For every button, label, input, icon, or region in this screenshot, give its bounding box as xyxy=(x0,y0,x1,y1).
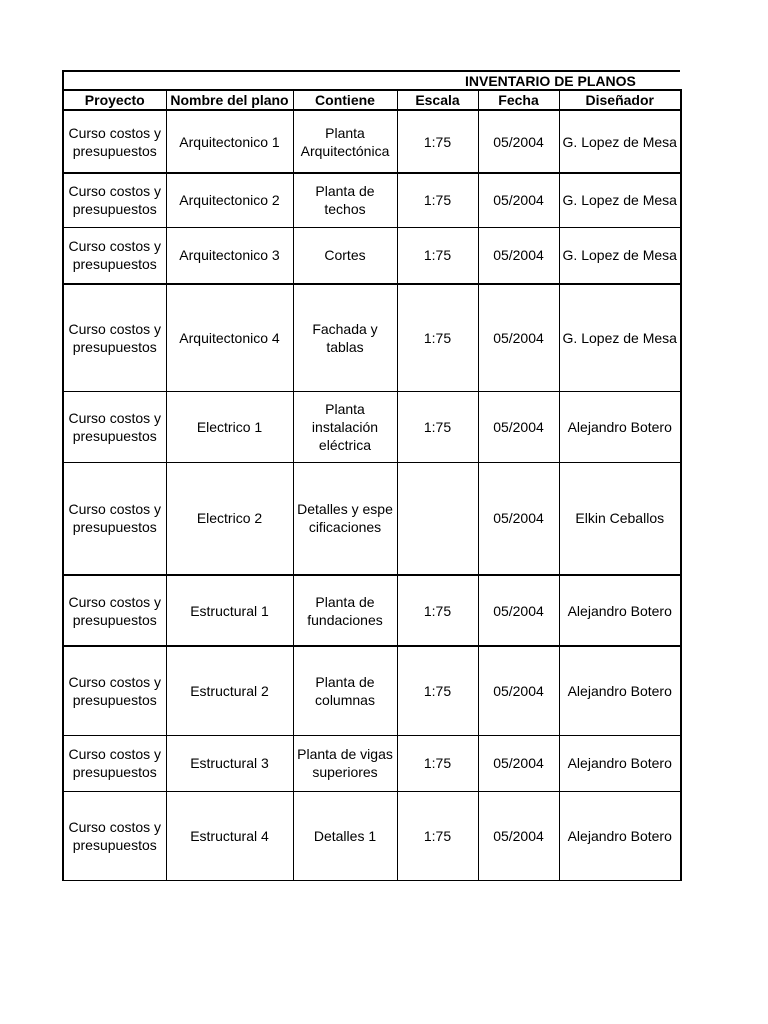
cell-escala: 1:75 xyxy=(397,735,478,791)
table-row xyxy=(63,391,681,462)
cell-proyecto: Curso costos y presupuestos xyxy=(63,391,166,462)
cell-fecha: 05/2004 xyxy=(478,110,559,173)
cell-nombre: Electrico 1 xyxy=(166,391,293,462)
cell-contiene: Fachada y tablas xyxy=(293,284,397,391)
cell-contiene: Planta Arquitectónica xyxy=(293,110,397,173)
spreadsheet-sheet xyxy=(62,70,680,881)
cell-proyecto: Curso costos y presupuestos xyxy=(63,735,166,791)
cell-escala xyxy=(397,462,478,575)
header-row xyxy=(63,90,681,110)
cell-nombre: Estructural 1 xyxy=(166,575,293,646)
table-row xyxy=(63,735,681,791)
cell-disenador: Alejandro Botero xyxy=(559,575,681,646)
cell-disenador: Alejandro Botero xyxy=(559,646,681,735)
cell-disenador: G. Lopez de Mesa xyxy=(559,284,681,391)
cell-contiene: Planta de columnas xyxy=(293,646,397,735)
cell-fecha: 05/2004 xyxy=(478,284,559,391)
cell-contiene: Detalles y especificaciones xyxy=(293,462,397,575)
cell-nombre: Estructural 3 xyxy=(166,735,293,791)
cell-proyecto: Curso costos y presupuestos xyxy=(63,646,166,735)
cell-disenador: G. Lopez de Mesa xyxy=(559,110,681,173)
sheet-title: INVENTARIO DE PLANOS xyxy=(465,73,636,89)
cell-nombre: Arquitectonico 2 xyxy=(166,173,293,227)
cell-fecha: 05/2004 xyxy=(478,735,559,791)
cell-disenador: Alejandro Botero xyxy=(559,391,681,462)
cell-fecha: 05/2004 xyxy=(478,791,559,880)
cell-proyecto: Curso costos y presupuestos xyxy=(63,284,166,391)
cell-contiene: Planta de vigas superiores xyxy=(293,735,397,791)
cell-escala: 1:75 xyxy=(397,284,478,391)
cell-nombre: Electrico 2 xyxy=(166,462,293,575)
cell-nombre: Arquitectonico 3 xyxy=(166,227,293,284)
cell-contiene: Cortes xyxy=(293,227,397,284)
cell-contiene: Planta de fundaciones xyxy=(293,575,397,646)
header-nombre-del-plano: Nombre del plano xyxy=(166,90,293,110)
title-row xyxy=(62,70,680,89)
cell-nombre: Arquitectonico 4 xyxy=(166,284,293,391)
cell-disenador: G. Lopez de Mesa xyxy=(559,173,681,227)
cell-escala: 1:75 xyxy=(397,575,478,646)
cell-nombre: Estructural 4 xyxy=(166,791,293,880)
table-row xyxy=(63,575,681,646)
cell-contiene: Planta instalación eléctrica xyxy=(293,391,397,462)
plans-table xyxy=(62,89,682,881)
cell-escala: 1:75 xyxy=(397,110,478,173)
cell-nombre: Estructural 2 xyxy=(166,646,293,735)
cell-nombre: Arquitectonico 1 xyxy=(166,110,293,173)
table-row xyxy=(63,791,681,880)
cell-escala: 1:75 xyxy=(397,227,478,284)
cell-disenador: Elkin Ceballos xyxy=(559,462,681,575)
cell-contiene: Planta de techos xyxy=(293,173,397,227)
cell-disenador: Alejandro Botero xyxy=(559,735,681,791)
cell-proyecto: Curso costos y presupuestos xyxy=(63,110,166,173)
cell-fecha: 05/2004 xyxy=(478,646,559,735)
cell-contiene: Detalles 1 xyxy=(293,791,397,880)
header-escala: Escala xyxy=(397,90,478,110)
table-row xyxy=(63,284,681,391)
cell-proyecto: Curso costos y presupuestos xyxy=(63,791,166,880)
cell-fecha: 05/2004 xyxy=(478,391,559,462)
cell-fecha: 05/2004 xyxy=(478,173,559,227)
cell-escala: 1:75 xyxy=(397,791,478,880)
table-row xyxy=(63,173,681,227)
header-contiene: Contiene xyxy=(293,90,397,110)
cell-fecha: 05/2004 xyxy=(478,462,559,575)
cell-escala: 1:75 xyxy=(397,646,478,735)
table-row xyxy=(63,227,681,284)
cell-proyecto: Curso costos y presupuestos xyxy=(63,227,166,284)
header-disenador: Diseñador xyxy=(559,90,681,110)
table-row xyxy=(63,110,681,173)
cell-proyecto: Curso costos y presupuestos xyxy=(63,462,166,575)
header-proyecto: Proyecto xyxy=(63,90,166,110)
cell-fecha: 05/2004 xyxy=(478,227,559,284)
header-fecha: Fecha xyxy=(478,90,559,110)
table-row xyxy=(63,646,681,735)
table-row xyxy=(63,462,681,575)
cell-fecha: 05/2004 xyxy=(478,575,559,646)
cell-disenador: Alejandro Botero xyxy=(559,791,681,880)
cell-proyecto: Curso costos y presupuestos xyxy=(63,173,166,227)
cell-escala: 1:75 xyxy=(397,391,478,462)
cell-escala: 1:75 xyxy=(397,173,478,227)
cell-proyecto: Curso costos y presupuestos xyxy=(63,575,166,646)
cell-disenador: G. Lopez de Mesa xyxy=(559,227,681,284)
